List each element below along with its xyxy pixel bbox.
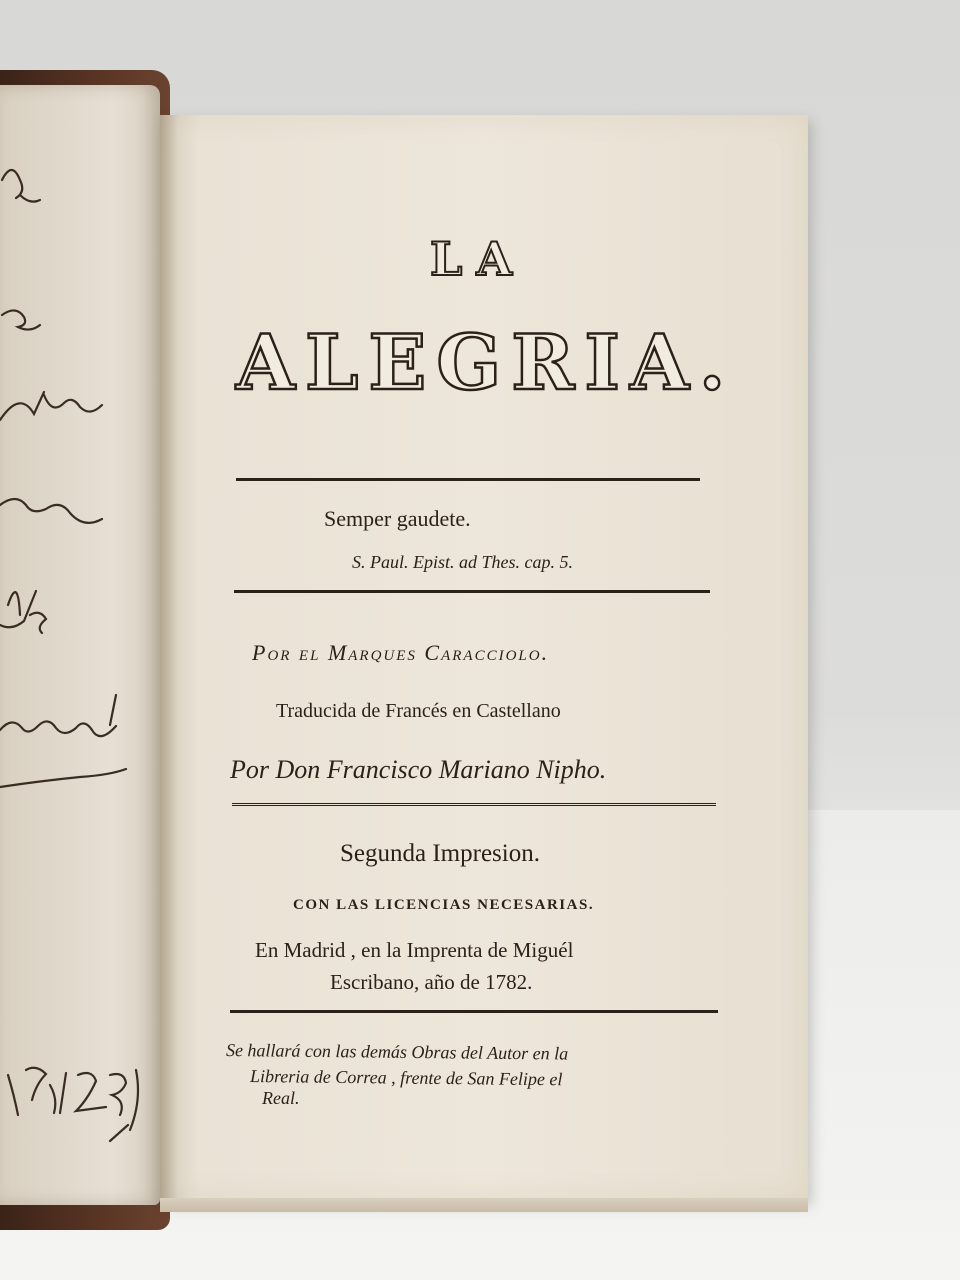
- edition-line: Segunda Impresion.: [340, 840, 540, 867]
- imprint-line-1: En Madrid , en la Imprenta de Miguél: [255, 938, 574, 962]
- motto: Semper gaudete.: [324, 506, 471, 531]
- sale-note-line-3: Real.: [262, 1088, 300, 1108]
- citation: S. Paul. Epist. ad Thes. cap. 5.: [352, 552, 573, 572]
- open-book: [0, 60, 820, 1190]
- licenses-line: CON LAS LICENCIAS NECESARIAS.: [293, 897, 595, 913]
- gutter-shadow: [160, 115, 178, 1200]
- translation-note: Traducida de Francés en Castellano: [276, 700, 561, 722]
- page-edge: [160, 1198, 808, 1212]
- rule-under-citation: [234, 590, 710, 593]
- handwriting-marks: [0, 85, 160, 1205]
- rule-under-title: [236, 478, 700, 481]
- sale-note-line-2: Libreria de Correa , frente de San Felipe el: [249, 1066, 563, 1090]
- sale-note-line-1: Se hallará con las demás Obras del Autor en la: [225, 1040, 569, 1064]
- title-line-1: LA: [430, 232, 527, 286]
- double-rule-under-translator: [232, 803, 716, 810]
- rule-under-imprint: [230, 1010, 718, 1013]
- title-line-2: ALEGRIA.: [236, 318, 736, 407]
- author-line: Por el Marques Caracciolo.: [252, 640, 550, 665]
- imprint-line-2: Escribano, año de 1782.: [330, 970, 533, 994]
- left-page-handwriting: [0, 85, 160, 1205]
- translator-line: Por Don Francisco Mariano Nipho.: [230, 755, 607, 784]
